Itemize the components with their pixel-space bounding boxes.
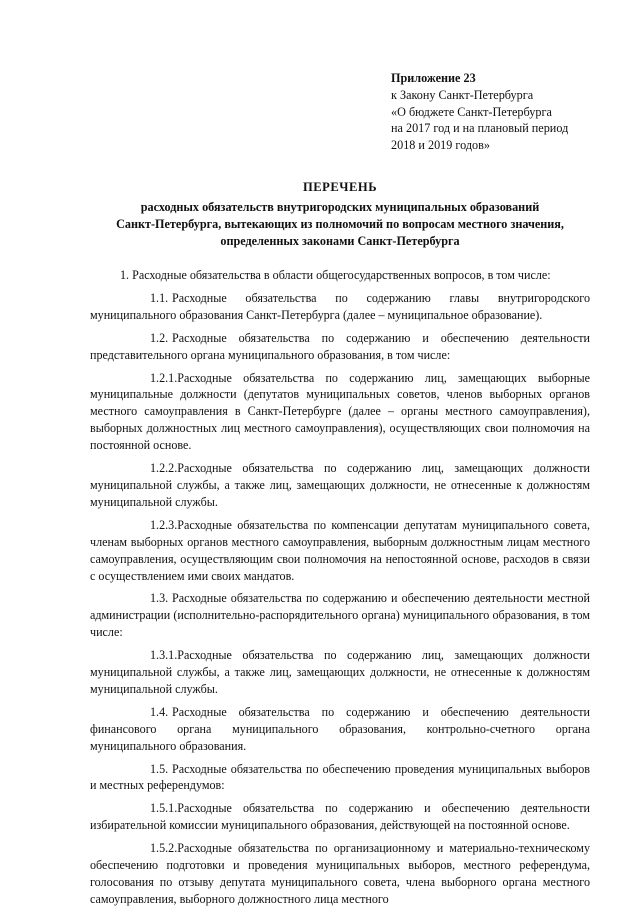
annex-block (391, 70, 568, 154)
paragraph (90, 704, 590, 755)
paragraph (90, 800, 590, 834)
paragraph-number: 1.3.1. (150, 648, 178, 663)
annex-line: к Закону Санкт-Петербурга (391, 87, 534, 102)
paragraph-text: Расходные обязательства по содержанию и обеспечению деятельности местной администрации (исполнительно-распорядительного органа) муниципального образования, в том числе: (90, 591, 590, 640)
paragraph (90, 460, 590, 511)
annex-title: Приложение 23 (391, 71, 476, 85)
paragraph-text: Расходные обязательства по содержанию и обеспечению деятельности избирательной комиссии муниципального образования, действующей на постоянной основе. (90, 801, 590, 833)
document-body (90, 267, 590, 914)
paragraph-text: Расходные обязательства по организационному и материально-техническому обеспечению подготовки и проведения муниципальных выборов, местного референдума, голосования по отзыву депутата муниципального совета, члена выборного органа местного самоуправления, выборного должностного лица местного (90, 841, 590, 906)
paragraph-number: 1.1. (150, 290, 169, 305)
paragraph-text: Расходные обязательства по содержанию лиц, замещающих должности муниципальной службы, а также лиц, замещающих должности, не отнесенные к должностям муниципальной службы. (90, 461, 590, 509)
paragraph (90, 840, 590, 908)
paragraph-text: Расходные обязательства по содержанию и обеспечению деятельности представительного органа муниципального образования, в том числе: (90, 330, 590, 362)
document-title: ПЕРЕЧЕНЬ (302, 180, 378, 194)
paragraph-text: Расходные обязательства по содержанию лиц, замещающих выборные муниципальные должности (депутатов муниципальных советов, членов выборных органов местного самоуправления в Санкт-Петербурге (далее – органы местного самоуправления), выборных должностных лиц местного самоуправления), осуществляющих свои полномочия на постоянной основе. (90, 370, 590, 453)
paragraph (90, 647, 590, 698)
paragraph-text: Расходные обязательства по содержанию главы внутригородского муниципального образования Санкт-Петербурга (далее – муниципальное образование). (90, 290, 590, 322)
paragraph-number: 1.2.3. (150, 517, 178, 532)
paragraph (90, 761, 590, 795)
paragraph-number: 1.5.1. (150, 801, 178, 816)
paragraph-text: Расходные обязательства в области общегосударственных вопросов, в том числе: (132, 268, 551, 282)
annex-line: «О бюджете Санкт-Петербурга (391, 104, 552, 119)
annex-line: 2018 и 2019 годов» (391, 138, 490, 153)
paragraph-number: 1.5. (150, 761, 169, 776)
paragraph-number: 1.3. (150, 591, 169, 606)
paragraph-number: 1.4. (150, 704, 169, 719)
paragraph-text: Расходные обязательства по содержанию лиц, замещающих должности муниципальной службы, а также лиц, замещающих должности, не отнесенные к должностям муниципальной службы. (90, 648, 590, 696)
paragraph-text: Расходные обязательства по компенсации депутатам муниципального совета, членам выборных органов местного самоуправления, выборным должностным лицам местного самоуправления, осуществляющим свои полномочия на непостоянной основе, расходов в связи с осуществлением ими своих мандатов. (90, 517, 590, 583)
paragraph-text: Расходные обязательства по обеспечению проведения муниципальных выборов и местных референдумов: (90, 761, 590, 793)
subtitle-line: определенных законами Санкт-Петербурга (220, 234, 460, 248)
subtitle-line: Санкт-Петербурга, вытекающих из полномочий по вопросам местного значения, (116, 217, 564, 231)
paragraph-number: 1.2.1. (150, 370, 178, 385)
paragraph-number: 1.2.2. (150, 461, 178, 476)
paragraph (90, 290, 590, 324)
paragraph (90, 517, 590, 585)
document-subtitle (90, 199, 590, 250)
paragraph-text: Расходные обязательства по содержанию и обеспечению деятельности финансового органа муниципального образования, контрольно-счетного органа муниципального образования. (90, 704, 590, 753)
annex-line: на 2017 год и на плановый период (391, 121, 569, 136)
paragraph (90, 267, 590, 284)
paragraph (90, 330, 590, 364)
paragraph-number: 1.2. (150, 330, 169, 345)
subtitle-line: расходных обязательств внутригородских муниципальных образований (140, 200, 540, 214)
paragraph (90, 370, 590, 455)
paragraph-number: 1.5.2. (150, 841, 178, 856)
paragraph-number: 1. (120, 268, 130, 282)
paragraph (90, 590, 590, 641)
